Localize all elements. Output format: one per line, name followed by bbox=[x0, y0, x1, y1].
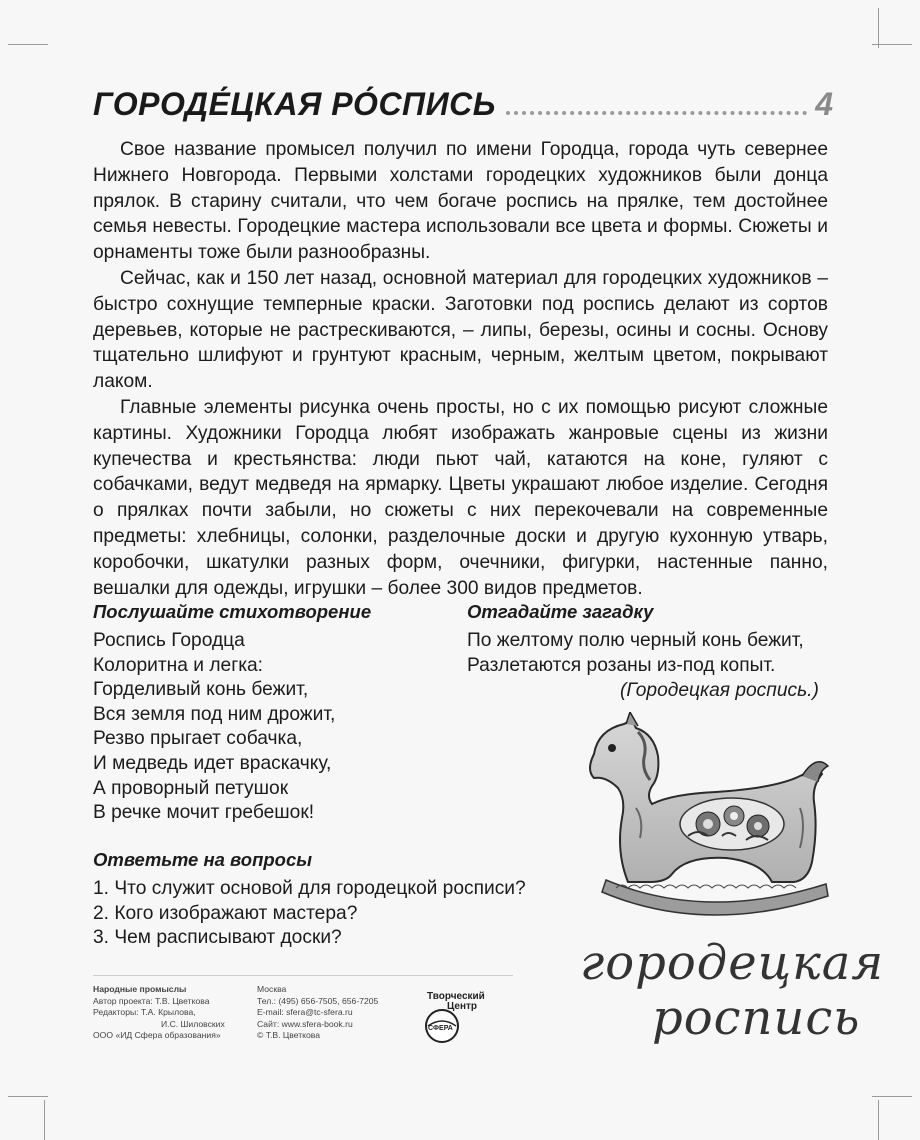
riddle-heading: Отгадайте загадку bbox=[467, 601, 654, 622]
poem-line: Колоритна и легка: bbox=[93, 654, 264, 676]
poem-heading: Послушайте стихотворение bbox=[93, 601, 372, 622]
imprint-series: Народные промыслы bbox=[93, 984, 187, 994]
imprint-line: Сайт: www.sfera-book.ru bbox=[257, 1018, 353, 1029]
paragraph: Главные элементы рисунка очень просты, но с их помощью рисуют сложные картины. Художники Городца любят изображать жанровые сцены из жизни купечества и крестьянства: люди пьют чай, катаются на коне, гуляют с собачками, ведут медведя на ярмарку. Цветы украшают любое изделие. Сегодня о прялках почти забыли, но сюжеты с них перекочевали на современные предметы: хлебницы, солонки, разделочные доски и другую кухонную утварь, коробочки, шкатулки разных форм, очечники, фигурки, настенные панно, вешалки для одежды, игрушки – более 300 видов предметов. bbox=[93, 396, 828, 599]
poem bbox=[93, 629, 335, 826]
crop-mark bbox=[44, 1100, 45, 1140]
sfera-logo bbox=[425, 988, 505, 1044]
imprint-line: И.С. Шиловских bbox=[161, 1018, 225, 1029]
imprint-left bbox=[93, 984, 225, 1042]
crop-mark bbox=[8, 1096, 48, 1097]
crop-mark bbox=[878, 8, 879, 48]
imprint-line: Автор проекта: Т.В. Цветкова bbox=[93, 995, 210, 1006]
riddle-line: Разлетаются розаны из-под копыт. bbox=[467, 654, 776, 676]
page-title: ГОРОДЕ́ЦКАЯ РО́СПИСЬ bbox=[93, 86, 496, 122]
paragraph: Свое название промысел получил по имени Городца, города чуть севернее Нижнего Новгорода. Первыми холстами городецких художников были донца прялок. В старину считали, что чем богаче роспись на прялке, тем достойнее семья невесты. Городецкие мастера использовали все цвета и формы. Сюжеты и орнаменты тоже были разнообразны. bbox=[93, 139, 828, 264]
riddle-answer: (Городецкая роспись.) bbox=[620, 680, 819, 701]
rocking-horse-image bbox=[576, 712, 838, 924]
intro-text bbox=[93, 137, 828, 601]
imprint-line: © Т.В. Цветкова bbox=[257, 1030, 321, 1040]
imprint-line: Тел.: (495) 656-7505, 656-7205 bbox=[257, 995, 379, 1006]
crop-mark bbox=[872, 1096, 912, 1097]
riddle bbox=[467, 629, 804, 678]
imprint-line: Редакторы: Т.А. Крылова, bbox=[93, 1007, 196, 1017]
crop-mark bbox=[8, 44, 48, 45]
poem-line: А проворный петушок bbox=[93, 777, 289, 799]
imprint-line: Москва bbox=[257, 984, 287, 994]
imprint-right bbox=[257, 984, 378, 1042]
script-caption-line1: городецкая bbox=[580, 935, 885, 991]
questions-list bbox=[93, 877, 526, 951]
logo-text-line1: Творческий bbox=[427, 991, 485, 1002]
question-item: 3. Чем расписывают доски? bbox=[93, 927, 342, 949]
poem-line: Резво прыгает собачка, bbox=[93, 728, 303, 750]
imprint-line: E-mail: sfera@tc-sfera.ru bbox=[257, 1007, 353, 1017]
logo-word: СФЕРА bbox=[428, 1025, 453, 1032]
poem-line: Горделивый конь бежит, bbox=[93, 679, 309, 701]
question-item: 1. Что служит основой для городецкой росписи? bbox=[93, 878, 526, 899]
page-header bbox=[93, 86, 833, 126]
poem-line: И медведь идет враскачку, bbox=[93, 752, 332, 774]
poem-line: Вся земля под ним дрожит, bbox=[93, 703, 336, 725]
question-item: 2. Кого изображают мастера? bbox=[93, 902, 358, 924]
imprint-line: ООО «ИД Сфера образования» bbox=[93, 1030, 221, 1040]
paragraph: Сейчас, как и 150 лет назад, основной материал для городецких художников – быстро сохнущие темперные краски. Заготовки под роспись делают из сортов деревьев, которые не растрескиваются, – липы, березы, осины и сосны. Основу тщательно шлифуют и грунтуют красным, черным, желтым цветом, покрывают лаком. bbox=[93, 267, 828, 393]
poem-line: Роспись Городца bbox=[93, 630, 245, 651]
questions-heading: Ответьте на вопросы bbox=[93, 849, 313, 870]
page-number: 4 bbox=[815, 86, 833, 122]
poem-line: В речке мочит гребешок! bbox=[93, 802, 315, 824]
logo-text-line2: Центр bbox=[447, 1001, 478, 1012]
script-caption-line2: роспись bbox=[652, 990, 861, 1046]
crop-mark bbox=[878, 1100, 879, 1140]
dot-leader bbox=[506, 111, 807, 115]
riddle-line: По желтому полю черный конь бежит, bbox=[467, 630, 804, 651]
